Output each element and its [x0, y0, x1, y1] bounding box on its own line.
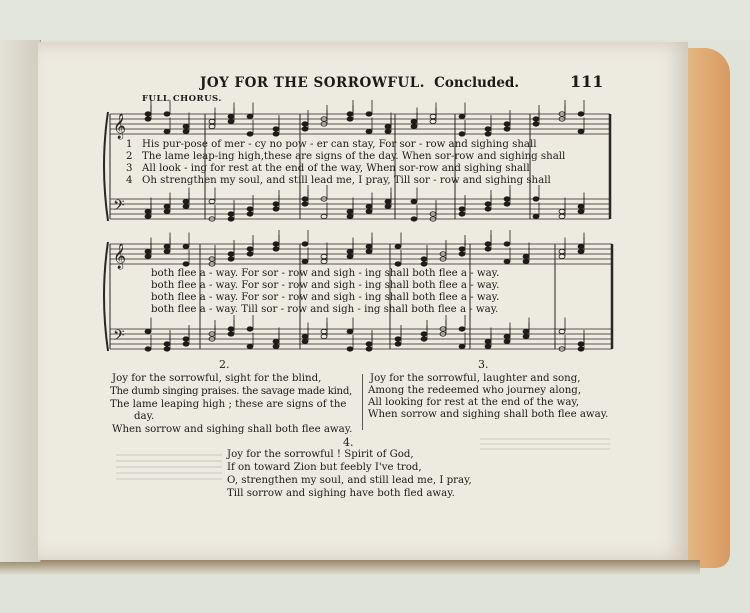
note-head — [183, 199, 189, 203]
note-head — [430, 119, 436, 123]
note-head — [183, 129, 189, 133]
note-head — [395, 244, 401, 248]
verse-line: day. — [134, 411, 155, 422]
note-head — [523, 334, 529, 338]
show-through-staff — [116, 447, 222, 487]
note-head — [228, 257, 234, 261]
note-head — [485, 202, 491, 206]
note-head — [209, 124, 215, 128]
note-head — [504, 334, 510, 338]
note-head — [578, 244, 584, 248]
note-head — [145, 112, 151, 116]
lyric-line: both flee a - way. Till sor - row and sigh - ing shall both flee a - way. — [151, 304, 499, 315]
note-head — [302, 242, 308, 246]
note-head — [366, 342, 372, 346]
lyric-line: 3 All look - ing for rest at the end of the way, When sor-row and sighing shall — [126, 163, 530, 174]
song-subtitle: Concluded. — [434, 75, 520, 91]
note-head — [209, 119, 215, 123]
note-head — [411, 119, 417, 123]
svg-text:𝄞: 𝄞 — [113, 114, 127, 139]
verse-2-label: 2. — [219, 358, 230, 371]
note-head — [485, 339, 491, 343]
note-head — [385, 124, 391, 128]
note-head — [366, 112, 372, 116]
note-head — [183, 337, 189, 341]
note-head — [366, 204, 372, 208]
note-head — [411, 124, 417, 128]
note-head — [183, 262, 189, 266]
note-head — [504, 127, 510, 131]
note-head — [578, 342, 584, 346]
note-head — [228, 327, 234, 331]
note-head — [347, 209, 353, 213]
note-head — [485, 207, 491, 211]
note-head — [504, 197, 510, 201]
note-head — [302, 122, 308, 126]
verse-line: The lame leaping high ; these are signs of the — [110, 399, 347, 410]
note-head — [302, 202, 308, 206]
note-head — [578, 209, 584, 213]
note-head — [395, 262, 401, 266]
note-head — [385, 129, 391, 133]
verse-line: Joy for the sorrowful, laughter and song, — [370, 373, 581, 384]
note-head — [247, 207, 253, 211]
note-head — [421, 262, 427, 266]
note-head — [247, 252, 253, 256]
note-head — [145, 329, 151, 333]
note-head — [366, 347, 372, 351]
note-head — [347, 254, 353, 258]
note-head — [459, 132, 465, 136]
note-head — [347, 249, 353, 253]
note-head — [164, 347, 170, 351]
verse-line: Joy for the sorrowful, sight for the blind, — [112, 373, 322, 384]
note-head — [302, 197, 308, 201]
note-head — [459, 247, 465, 251]
verse-4-label: 4. — [343, 436, 354, 449]
note-head — [273, 207, 279, 211]
lyric-line: both flee a - way. For sor - row and sigh - ing shall both flee a - way. — [151, 292, 500, 303]
note-head — [459, 344, 465, 348]
note-head — [578, 204, 584, 208]
note-head — [145, 254, 151, 258]
note-head — [395, 342, 401, 346]
note-head — [559, 329, 565, 333]
note-head — [533, 117, 539, 121]
note-head — [321, 214, 327, 218]
lyric-line: 4 Oh strengthen my soul, and still lead me, I pray, Till sor - row and sighing shall — [126, 175, 551, 186]
note-head — [247, 344, 253, 348]
verse-line: All looking for rest at the end of the way, — [368, 397, 580, 408]
note-head — [559, 214, 565, 218]
note-head — [273, 132, 279, 136]
note-head — [421, 337, 427, 341]
note-head — [247, 114, 253, 118]
note-head — [273, 247, 279, 251]
note-head — [228, 114, 234, 118]
note-head — [164, 129, 170, 133]
note-head — [578, 112, 584, 116]
note-head — [523, 329, 529, 333]
note-head — [533, 214, 539, 218]
note-head — [247, 247, 253, 251]
verse-line: If on toward Zion but feebly I've trod, — [227, 462, 422, 473]
note-head — [164, 342, 170, 346]
note-head — [164, 244, 170, 248]
column-divider — [362, 374, 363, 430]
note-head — [504, 122, 510, 126]
note-head — [273, 202, 279, 206]
note-head — [385, 204, 391, 208]
note-head — [578, 129, 584, 133]
note-head — [559, 249, 565, 253]
note-head — [533, 122, 539, 126]
note-head — [485, 132, 491, 136]
note-head — [504, 259, 510, 263]
note-head — [459, 212, 465, 216]
note-head — [183, 342, 189, 346]
verse-line: When sorrow and sighing shall both flee away. — [112, 424, 353, 435]
svg-text:𝄞: 𝄞 — [113, 244, 127, 269]
note-head — [228, 252, 234, 256]
note-head — [523, 259, 529, 263]
lyric-line: both flee a - way. For sor - row and sigh - ing shall both flee a - way. — [151, 268, 500, 279]
note-head — [321, 254, 327, 258]
page-number: 111 — [570, 72, 604, 91]
note-head — [347, 112, 353, 116]
verse-line: Among the redeemed who journey along, — [368, 385, 582, 396]
note-head — [228, 217, 234, 221]
verse-line: O, strengthen my soul, and still lead me, I pray, — [227, 475, 472, 486]
note-head — [302, 334, 308, 338]
note-head — [504, 202, 510, 206]
lyric-line: 1 His pur-pose of mer - cy no pow - er can stay, For sor - row and sighing shall — [126, 139, 537, 150]
show-through-staff-2 — [480, 436, 610, 450]
verse-line: When sorrow and sighing shall both flee away. — [368, 409, 609, 420]
note-head — [273, 344, 279, 348]
note-head — [366, 129, 372, 133]
note-head — [485, 344, 491, 348]
note-head — [485, 247, 491, 251]
note-head — [145, 347, 151, 351]
note-head — [395, 337, 401, 341]
note-head — [302, 259, 308, 263]
note-head — [145, 214, 151, 218]
note-head — [578, 347, 584, 351]
note-head — [164, 204, 170, 208]
note-head — [347, 117, 353, 121]
note-head — [321, 259, 327, 263]
note-head — [321, 334, 327, 338]
note-head — [228, 119, 234, 123]
note-head — [504, 242, 510, 246]
note-head — [247, 212, 253, 216]
song-title: JOY FOR THE SORROWFUL. — [200, 75, 425, 91]
svg-text:𝄢: 𝄢 — [113, 327, 125, 348]
note-head — [366, 244, 372, 248]
note-head — [273, 339, 279, 343]
note-head — [366, 249, 372, 253]
note-head — [145, 209, 151, 213]
note-head — [533, 197, 539, 201]
verse-3-label: 3. — [478, 358, 489, 371]
note-head — [183, 244, 189, 248]
note-head — [228, 332, 234, 336]
lyric-line: 2 The lame leap-ing high,these are signs of the day. When sor-row and sighing shall — [126, 151, 566, 162]
lyric-line: both flee a - way. For sor - row and sigh - ing shall both flee a - way. — [151, 280, 500, 291]
svg-text:𝄢: 𝄢 — [113, 197, 125, 218]
note-head — [459, 327, 465, 331]
note-head — [459, 207, 465, 211]
note-head — [523, 254, 529, 258]
chorus-label: FULL CHORUS. — [142, 94, 222, 104]
note-head — [145, 249, 151, 253]
note-head — [559, 254, 565, 258]
note-head — [485, 242, 491, 246]
note-head — [459, 252, 465, 256]
note-head — [209, 199, 215, 203]
note-head — [228, 212, 234, 216]
note-head — [183, 124, 189, 128]
note-head — [578, 249, 584, 253]
note-head — [421, 332, 427, 336]
note-head — [559, 209, 565, 213]
note-head — [273, 127, 279, 131]
note-head — [164, 209, 170, 213]
verse-line: The dumb singing praises. the savage made kind, — [110, 386, 352, 397]
note-head — [459, 114, 465, 118]
note-head — [347, 347, 353, 351]
note-head — [411, 199, 417, 203]
note-head — [421, 257, 427, 261]
note-head — [302, 339, 308, 343]
note-head — [366, 209, 372, 213]
note-head — [164, 112, 170, 116]
note-head — [504, 339, 510, 343]
note-head — [247, 327, 253, 331]
note-head — [430, 114, 436, 118]
note-head — [183, 204, 189, 208]
note-head — [302, 127, 308, 131]
note-head — [411, 217, 417, 221]
verse-line: Till sorrow and sighing have both fled away. — [227, 488, 455, 499]
note-head — [247, 132, 253, 136]
note-head — [321, 329, 327, 333]
note-head — [347, 214, 353, 218]
note-head — [164, 249, 170, 253]
note-head — [273, 242, 279, 246]
note-head — [145, 117, 151, 121]
note-head — [485, 127, 491, 131]
verse-line: Joy for the sorrowful ! Spirit of God, — [227, 449, 414, 460]
note-head — [347, 329, 353, 333]
note-head — [385, 199, 391, 203]
